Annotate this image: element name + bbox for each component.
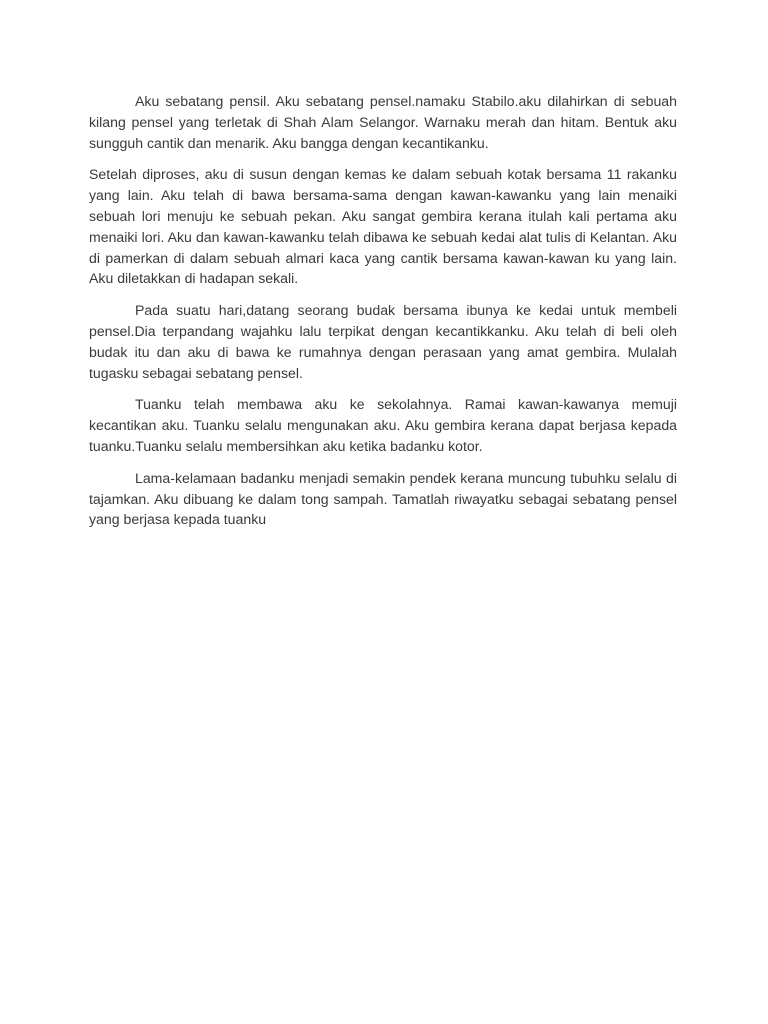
paragraph-1: Aku sebatang pensil. Aku sebatang pensel.namaku Stabilo.aku dilahirkan di sebuah kilang pensel yang terletak di Shah Alam Selangor. Warnaku merah dan hitam. Bentuk aku sungguh cantik dan menarik. Aku bangga dengan kecantikanku. <box>89 93 677 151</box>
document-body <box>89 91 677 541</box>
paragraph-2: Setelah diproses, aku di susun dengan kemas ke dalam sebuah kotak bersama 11 rakanku yang lain. Aku telah di bawa bersama-sama dengan kawan-kawanku yang lain menaiki sebuah lori menuju ke sebuah pekan. Aku sangat gembira kerana itulah kali pertama aku menaiki lori. Aku dan kawan-kawanku telah dibawa ke sebuah kedai alat tulis di Kelantan. Aku di pamerkan di dalam sebuah almari kaca yang cantik bersama kawan-kawan ku yang lain. Aku diletakkan di hadapan sekali. <box>89 166 677 287</box>
paragraph-4: Tuanku telah membawa aku ke sekolahnya. Ramai kawan-kawanya memuji kecantikan aku. Tuanku selalu mengunakan aku. Aku gembira kerana dapat berjasa kepada tuanku.Tuanku selalu membersihkan aku ketika badanku kotor. <box>89 396 677 454</box>
paragraph-5: Lama-kelamaan badanku menjadi semakin pendek kerana muncung tubuhku selalu di tajamkan. Aku dibuang ke dalam tong sampah. Tamatlah riwayatku sebagai sebatang pensel yang berjasa kepada tuanku <box>89 469 677 528</box>
paragraph-3: Pada suatu hari,datang seorang budak bersama ibunya ke kedai untuk membeli pensel.Dia terpandang wajahku lalu terpikat dengan kecantikkanku. Aku telah di beli oleh budak itu dan aku di bawa ke rumahnya dengan perasaan yang amat gembira. Mulalah tugasku sebagai sebatang pensel. <box>89 302 677 381</box>
